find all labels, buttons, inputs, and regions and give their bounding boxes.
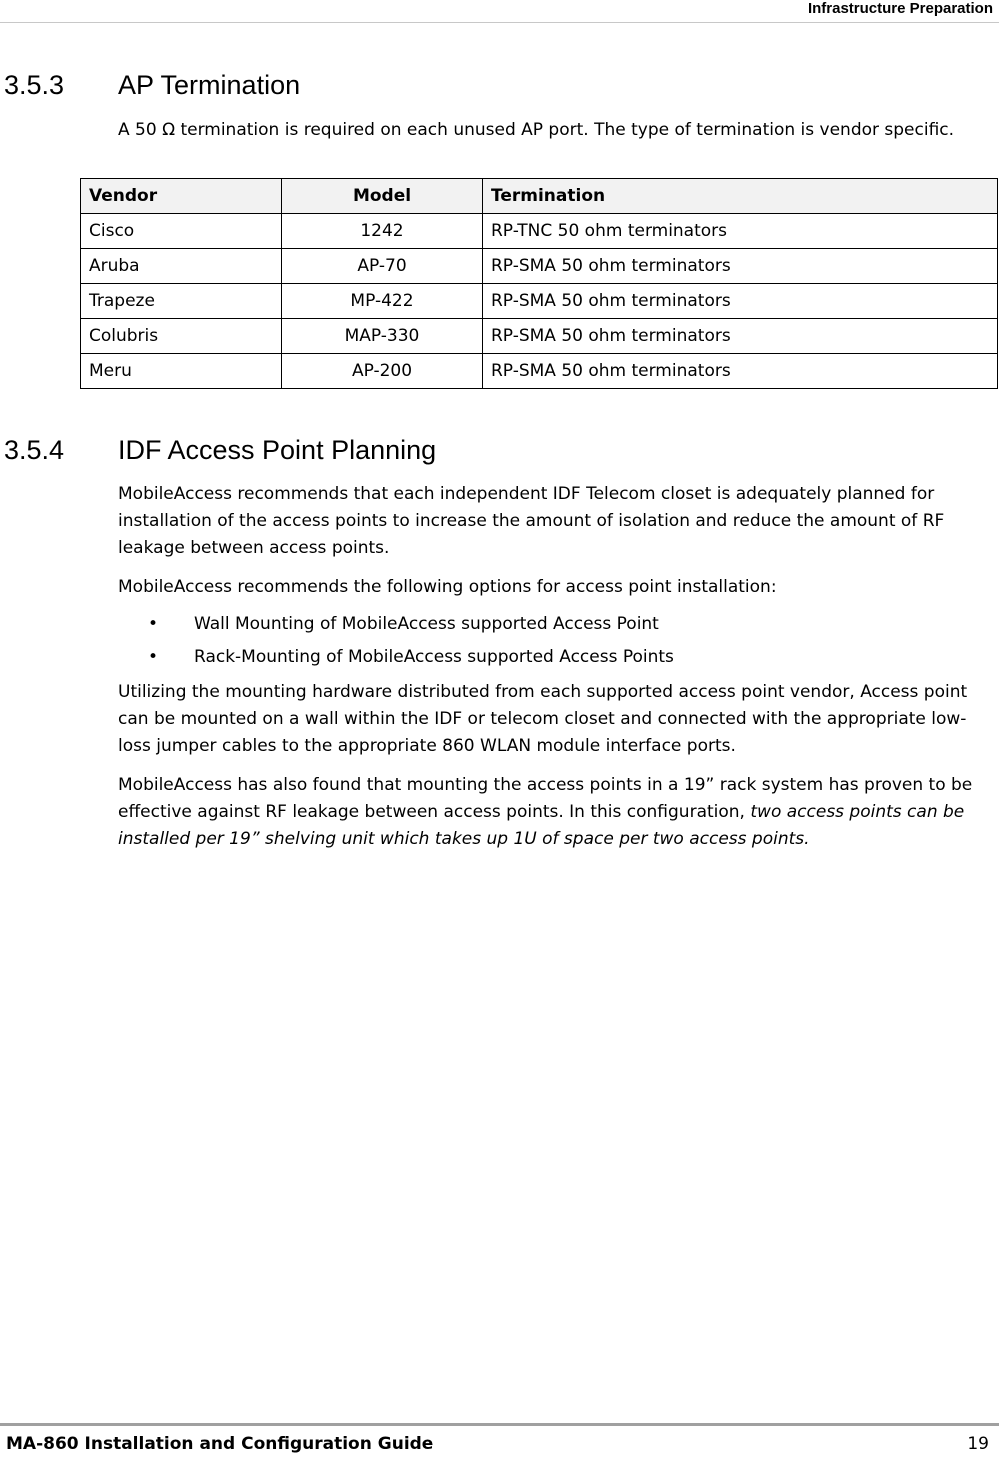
header-vendor: Vendor xyxy=(81,179,282,214)
cell-model: MAP-330 xyxy=(282,319,483,354)
cell-vendor: Trapeze xyxy=(81,284,282,319)
header-termination: Termination xyxy=(483,179,998,214)
section-title: AP Termination xyxy=(118,70,301,100)
section-title: IDF Access Point Planning xyxy=(118,435,437,465)
cell-model: AP-200 xyxy=(282,354,483,389)
cell-termination: RP-TNC 50 ohm terminators xyxy=(483,214,998,249)
bullet-icon: • xyxy=(148,614,159,634)
page-footer xyxy=(0,1423,999,1459)
header-title: Infrastructure Preparation xyxy=(807,0,993,17)
cell-model: 1242 xyxy=(282,214,483,249)
installation-options-list xyxy=(148,611,674,677)
paragraph-recommendation: MobileAccess recommends that each independent IDF Telecom closet is adequately planned for installation of the access points to increase the amount of isolation and reduce the amount of RF leakage between access points. xyxy=(118,484,945,558)
section-heading-ap-termination xyxy=(4,70,300,101)
paragraph-text: MobileAccess has also found that mounting the access points in a 19” rack system has proven to be effective against RF leakage between access points. In this configuration, xyxy=(118,775,973,822)
paragraph-mounting-hardware: Utilizing the mounting hardware distributed from each supported access point vendor, Access point can be mounted on a wall within the IDF or telecom closet and connected with the appropriate low-loss jumper cables to the appropriate 860 WLAN module interface ports. xyxy=(118,682,968,756)
paragraph-emphasis: two access points can be installed per 19” shelving unit which takes up 1U of space per two access points. xyxy=(118,802,965,849)
paragraph-options-intro: MobileAccess recommends the following options for access point installation: xyxy=(118,577,777,597)
cell-vendor: Meru xyxy=(81,354,282,389)
paragraph-rack-system xyxy=(118,772,984,853)
section-number: 3.5.4 xyxy=(4,435,65,465)
page-header xyxy=(0,0,999,23)
cell-vendor: Cisco xyxy=(81,214,282,249)
termination-intro: A 50 Ω termination is required on each unused AP port. The type of termination is vendor specific. xyxy=(118,120,955,140)
termination-table xyxy=(80,178,998,389)
bullet-icon: • xyxy=(148,647,159,667)
section-heading-idf-planning xyxy=(4,435,436,466)
header-model: Model xyxy=(282,179,483,214)
list-item-text: Rack-Mounting of MobileAccess supported Access Points xyxy=(194,647,674,667)
page-number: 19 xyxy=(967,1434,989,1454)
cell-termination: RP-SMA 50 ohm terminators xyxy=(483,284,998,319)
table-row xyxy=(81,319,998,354)
list-item xyxy=(148,644,674,677)
section-number: 3.5.3 xyxy=(4,70,65,100)
cell-termination: RP-SMA 50 ohm terminators xyxy=(483,249,998,284)
cell-termination: RP-SMA 50 ohm terminators xyxy=(483,319,998,354)
cell-model: AP-70 xyxy=(282,249,483,284)
cell-vendor: Colubris xyxy=(81,319,282,354)
cell-termination: RP-SMA 50 ohm terminators xyxy=(483,354,998,389)
table-row xyxy=(81,354,998,389)
list-item xyxy=(148,611,674,644)
table-row xyxy=(81,214,998,249)
list-item-text: Wall Mounting of MobileAccess supported Access Point xyxy=(194,614,659,634)
footer-title: MA-860 Installation and Configuration Guide xyxy=(6,1434,434,1454)
table-row xyxy=(81,249,998,284)
table-header-row xyxy=(81,179,998,214)
table-row xyxy=(81,284,998,319)
cell-model: MP-422 xyxy=(282,284,483,319)
cell-vendor: Aruba xyxy=(81,249,282,284)
